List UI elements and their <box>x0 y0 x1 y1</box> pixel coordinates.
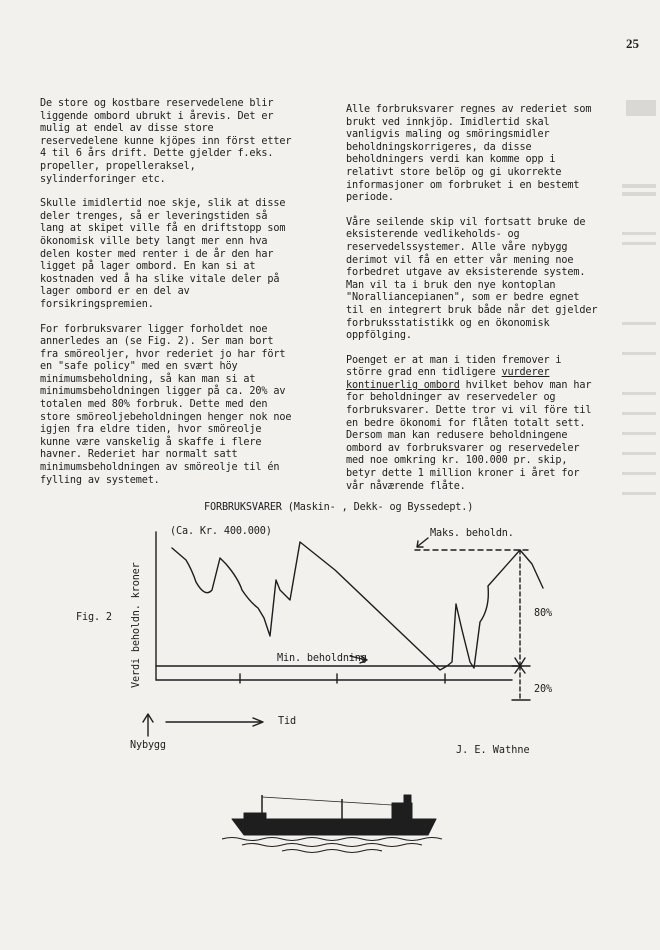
figure-title: FORBRUKSVARER (Maskin- , Dekk- og Byssedept.) <box>204 502 474 513</box>
paragraph-text: hvilket behov man har for beholdninger av reservedeler og forbruksvarer. Dette tror vi vil före til en bedre ökonomi for flåten totalt sett. Dersom man kan redusere beholdningene ombord av forbruksvarer og reservedeler med noe omkring kr. 100.000 pr. skip, betyr dette 1 million kroner i året for vår nåværende flåte. <box>346 379 592 492</box>
ship-funnel <box>404 795 411 804</box>
author: J. E. Wathne <box>456 745 530 756</box>
water-line <box>242 844 422 847</box>
x-axis-label: Tid <box>278 716 296 727</box>
right-column <box>346 104 601 505</box>
figure-label: Fig. 2 <box>76 612 112 623</box>
ship-rigging <box>262 797 392 805</box>
pct-20-label: 20% <box>534 684 552 695</box>
pct-80-label: 80% <box>534 608 552 619</box>
water-line <box>222 838 442 841</box>
paragraph: Alle forbruksvarer regnes av rederiet som brukt ved innkjöp. Imidlertid skal vanligvis maling og smöringsmidler beholdningskorrigeres, da disse beholdningers verdi kan komme opp i relativt store belöp og gi ukorrekte informasjoner om forbruket i en bestemt periode. <box>346 104 592 204</box>
underlined-text: vurderer kontinuerlig ombord <box>346 367 550 391</box>
paragraph: Våre seilende skip vil fortsatt bruke de eksisterende vedlikeholds- og reservedelssystemer. Alle våre nybygg derimot vil få en etter vår mening noe forbedret utgave av eksisterende system. Man vil ta i bruk den nye kontoplan "Noralliancepianen", som er bedre egnet til en integrert bruk både når det gjelder forbruksstatistikk og en ökonomisk oppfölging. <box>346 216 598 342</box>
figure-drawing <box>0 490 660 760</box>
ship-illustration <box>222 785 452 855</box>
max-label: Maks. beholdn. <box>430 528 514 539</box>
y-axis-label: Verdi beholdn. kroner <box>131 562 142 688</box>
paragraph <box>346 355 601 494</box>
ship-hull <box>232 819 436 835</box>
water-line <box>282 850 382 853</box>
figure-2 <box>0 490 660 760</box>
min-label: Min. beholdning <box>277 653 367 664</box>
ship-bridge <box>392 803 412 819</box>
paragraph-text: Poenget er at man i tiden fremover i större grad enn tidligere <box>346 354 562 379</box>
paragraph: De store og kostbare reservedelene blir liggende ombord ubrukt i årevis. Det er mulig at endel av disse store reservedelene kunne kjöpes inn först etter 4 til 6 års drift. Dette gjelder f.eks. propeller, propelleraksel, sylinderforinger etc. <box>40 98 292 185</box>
page-number: 25 <box>626 36 639 51</box>
inventory-curve <box>172 542 543 670</box>
paragraph: Skulle imidlertid noe skje, slik at disse deler trenges, så er leveringstiden så lang at skipet ville få en driftstopp som ökonomisk ville bety langt mer enn hva delen koster med renter i de år den har ligget på lager ombord. En kan si at kostnaden ved å ha slike vitale deler på lager ombord er en del av forsikringspremien. <box>40 198 286 310</box>
origin-label: Nybygg <box>130 740 166 751</box>
max-arrow <box>418 538 428 546</box>
left-column <box>40 98 295 499</box>
figure-subtitle: (Ca. Kr. 400.000) <box>170 526 272 537</box>
paragraph: For forbruksvarer ligger forholdet noe annerledes an (se Fig. 2). Ser man bort fra smöreoljer, hvor rederiet jo har fört en "safe policy" med en svært höy minimumsbeholdning, så kan man si at minimumsbeholdningen ligger på ca. 20% av totalen med 80% forbruk. Dette med den store smöreoljebeholdningen henger nok noe igjen fra eldre tiden, hvor smöreolje kunne være vanskelig å skaffe i flere havner. Rederiet har normalt satt minimumsbeholdningen av smöreolje til én fylling av systemet. <box>40 323 292 486</box>
